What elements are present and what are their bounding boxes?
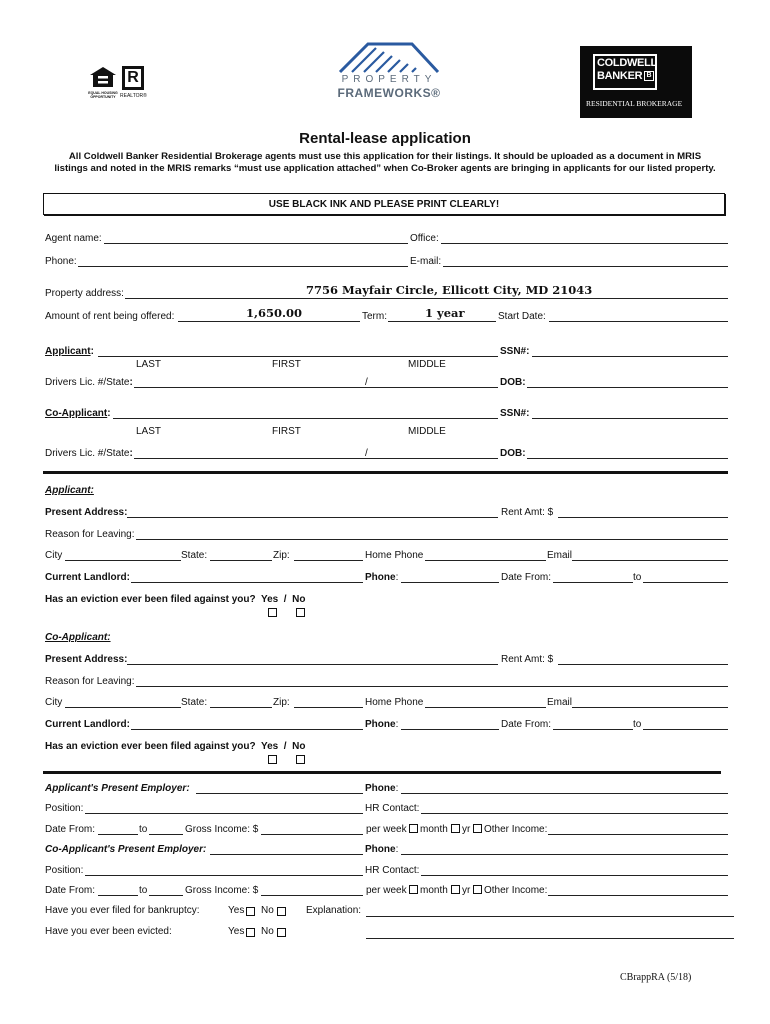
applicant-dl-label: Drivers Lic. #/State: <box>45 377 133 388</box>
applicant-home-phone-label: Home Phone <box>365 550 424 561</box>
applicant-reason-field[interactable] <box>136 539 728 540</box>
coapplicant-gross-field[interactable] <box>261 895 363 896</box>
coapplicant-employer-phone-label: Phone: <box>365 844 399 855</box>
applicant-dob-label: DOB: <box>500 377 526 388</box>
applicant-other-income-field[interactable] <box>548 834 728 835</box>
applicant-name-field[interactable] <box>98 356 498 357</box>
coapplicant-hr-label: HR Contact: <box>365 865 420 876</box>
coapplicant-landlord-field[interactable] <box>131 729 363 730</box>
applicant-email-field[interactable] <box>572 560 728 561</box>
coapplicant-other-income-label: Other Income: <box>484 885 548 896</box>
coapplicant-other-income-field[interactable] <box>548 895 728 896</box>
coapplicant-eviction-no-checkbox[interactable] <box>296 755 305 764</box>
coapplicant-rent-amt-field[interactable] <box>558 664 728 665</box>
coapplicant-city-label: City <box>45 697 63 708</box>
property-address-value: 7756 Mayfair Circle, Ellicott City, MD 21043 <box>306 283 593 297</box>
notice-text: USE BLACK INK AND PLEASE PRINT CLEARLY! <box>268 199 500 210</box>
realtor-logo <box>120 66 152 102</box>
cb-line1: COLDWELL <box>597 57 657 69</box>
applicant-emp-date-from-field[interactable] <box>98 834 138 835</box>
coapplicant-city-field[interactable] <box>65 707 181 708</box>
evicted-question: Have you ever been evicted: <box>45 926 172 937</box>
house-icon <box>88 66 118 88</box>
applicant-month-label: month <box>420 824 448 835</box>
applicant-name-label: Applicant: <box>45 346 94 357</box>
coapplicant-landlord-phone-label: Phone: <box>365 719 399 730</box>
coapplicant-rent-amt-label: Rent Amt: $ <box>501 654 554 665</box>
coapplicant-gross-label: Gross Income: $ <box>185 885 259 896</box>
rent-offered-value: 1,650.00 <box>246 306 303 320</box>
coapplicant-yr-label: yr <box>462 885 471 896</box>
applicant-residence-heading: Applicant: <box>45 485 94 496</box>
agent-email-label: E-mail: <box>410 256 442 267</box>
coapplicant-position-label: Position: <box>45 865 84 876</box>
agent-name-field[interactable] <box>104 243 408 244</box>
term-label: Term: <box>362 311 387 322</box>
applicant-city-field[interactable] <box>65 560 181 561</box>
applicant-other-income-checkbox[interactable] <box>473 824 482 833</box>
applicant-reason-label: Reason for Leaving: <box>45 529 135 540</box>
coapplicant-other-income-checkbox[interactable] <box>473 885 482 894</box>
start-date-label: Start Date: <box>498 311 546 322</box>
coapplicant-date-from-label: Date From: <box>501 719 552 730</box>
applicant-gross-label: Gross Income: $ <box>185 824 259 835</box>
coapplicant-address-field[interactable] <box>127 664 498 665</box>
coapplicant-dl-field[interactable] <box>134 458 498 459</box>
coapplicant-name-field[interactable] <box>113 418 498 419</box>
intro-line1: All Coldwell Banker Residential Brokerage agents must use this application for their listings. It should be uploaded as a document in MRIS <box>68 151 702 162</box>
realtor-caption: REALTOR® <box>120 93 147 99</box>
coapplicant-first-caption: FIRST <box>272 426 301 437</box>
applicant-other-income-label: Other Income: <box>484 824 548 835</box>
realtor-r-icon: R <box>122 66 144 90</box>
applicant-emp-date-to-field[interactable] <box>149 834 183 835</box>
office-label: Office: <box>410 233 439 244</box>
evicted-yes-checkbox[interactable] <box>246 928 255 937</box>
coapplicant-state-field[interactable] <box>210 707 272 708</box>
applicant-position-field[interactable] <box>85 813 363 814</box>
coapplicant-home-phone-label: Home Phone <box>365 697 424 708</box>
rent-offered-field[interactable] <box>178 321 360 322</box>
applicant-employer-label: Applicant's Present Employer: <box>45 783 190 794</box>
start-date-field[interactable] <box>549 321 728 322</box>
coapplicant-home-phone-field[interactable] <box>425 707 546 708</box>
applicant-per-week-label: per week <box>366 824 407 835</box>
property-address-label: Property address: <box>45 288 124 299</box>
coapplicant-emp-date-from-field[interactable] <box>98 895 138 896</box>
coapplicant-reason-label: Reason for Leaving: <box>45 676 135 687</box>
applicant-hr-label: HR Contact: <box>365 803 420 814</box>
evicted-yes-label: Yes <box>228 926 245 937</box>
applicant-employer-field[interactable] <box>196 793 363 794</box>
applicant-address-field[interactable] <box>127 517 498 518</box>
agent-name-label: Agent name: <box>45 233 102 244</box>
applicant-zip-field[interactable] <box>294 560 363 561</box>
cb-line3: RESIDENTIAL BROKERAGE <box>586 99 683 108</box>
agent-email-field[interactable] <box>443 266 728 267</box>
coapplicant-dob-field[interactable] <box>527 458 728 459</box>
applicant-state-field[interactable] <box>210 560 272 561</box>
coapplicant-date-to-field[interactable] <box>643 729 728 730</box>
applicant-landlord-phone-label: Phone: <box>365 572 399 583</box>
applicant-yr-label: yr <box>462 824 471 835</box>
agent-phone-field[interactable] <box>78 266 408 267</box>
bankruptcy-yes-label: Yes <box>228 905 245 916</box>
applicant-eviction-question: Has an eviction ever been filed against you? Yes / No <box>45 594 306 605</box>
coapplicant-hr-field[interactable] <box>421 875 728 876</box>
equal-housing-logo <box>88 66 118 100</box>
evicted-no-label: No <box>261 926 274 937</box>
coapplicant-email-field[interactable] <box>572 707 728 708</box>
coapplicant-employer-field[interactable] <box>210 854 363 855</box>
applicant-address-label: Present Address: <box>45 507 128 518</box>
rent-offered-label: Amount of rent being offered: <box>45 311 175 322</box>
applicant-state-label: State: <box>181 550 208 561</box>
coapplicant-emp-to-label: to <box>139 885 148 896</box>
applicant-hr-field[interactable] <box>421 813 728 814</box>
applicant-landlord-phone-field[interactable] <box>401 582 499 583</box>
explanation-field-2[interactable] <box>366 938 734 939</box>
term-value: 1 year <box>425 306 465 320</box>
applicant-first-caption: FIRST <box>272 359 301 370</box>
coapplicant-middle-caption: MIDDLE <box>408 426 446 437</box>
applicant-date-from-field[interactable] <box>553 582 633 583</box>
applicant-gross-field[interactable] <box>261 834 363 835</box>
coapplicant-per-month-checkbox[interactable] <box>409 885 418 894</box>
coapplicant-last-caption: LAST <box>136 426 162 437</box>
applicant-position-label: Position: <box>45 803 84 814</box>
applicant-dob-field[interactable] <box>527 387 728 388</box>
coapplicant-landlord-phone-field[interactable] <box>401 729 499 730</box>
coapplicant-ssn-label: SSN#: <box>500 408 530 419</box>
applicant-ssn-label: SSN#: <box>500 346 530 357</box>
coapplicant-employer-phone-field[interactable] <box>401 854 728 855</box>
property-frameworks-logo <box>334 42 444 102</box>
applicant-employer-phone-field[interactable] <box>401 793 728 794</box>
notice-box <box>43 193 725 215</box>
coapplicant-name-label: Co-Applicant: <box>45 408 111 419</box>
applicant-per-month-checkbox[interactable] <box>409 824 418 833</box>
applicant-rent-amt-field[interactable] <box>558 517 728 518</box>
coldwell-banker-logo <box>580 46 692 118</box>
office-field[interactable] <box>441 243 728 244</box>
applicant-middle-caption: MIDDLE <box>408 359 446 370</box>
applicant-ssn-field[interactable] <box>532 356 728 357</box>
section-divider-2 <box>43 771 721 774</box>
applicant-dl-slash: / <box>365 377 368 388</box>
applicant-rent-amt-label: Rent Amt: $ <box>501 507 554 518</box>
applicant-per-yr-checkbox[interactable] <box>451 824 460 833</box>
coapplicant-per-yr-checkbox[interactable] <box>451 885 460 894</box>
coapplicant-zip-label: Zip: <box>273 697 290 708</box>
coapplicant-eviction-yes-checkbox[interactable] <box>268 755 277 764</box>
applicant-eviction-yes-checkbox[interactable] <box>268 608 277 617</box>
intro-line2: listings and noted in the MRIS remarks “must use application attached” when Co-Broker agents are bringing in applicants for our listed property. <box>54 163 716 174</box>
bankruptcy-question: Have you ever filed for bankruptcy: <box>45 905 200 916</box>
coapplicant-month-label: month <box>420 885 448 896</box>
applicant-to-label: to <box>633 572 642 583</box>
term-field[interactable] <box>388 321 496 322</box>
cb-mark-icon: B <box>644 71 654 81</box>
coapplicant-zip-field[interactable] <box>294 707 363 708</box>
coapplicant-eviction-question: Has an eviction ever been filed against you? Yes / No <box>45 741 306 752</box>
coapplicant-employer-label: Co-Applicant's Present Employer: <box>45 844 207 855</box>
coapplicant-reason-field[interactable] <box>136 686 728 687</box>
applicant-eviction-no-checkbox[interactable] <box>296 608 305 617</box>
explanation-label: Explanation: <box>306 905 362 916</box>
equal-housing-caption: EQUAL HOUSING OPPORTUNITY <box>88 91 118 99</box>
coapplicant-dob-label: DOB: <box>500 448 526 459</box>
coapplicant-emp-date-to-field[interactable] <box>149 895 183 896</box>
applicant-landlord-label: Current Landlord: <box>45 572 130 583</box>
explanation-field-1[interactable] <box>366 916 734 917</box>
coapplicant-email-label: Email <box>547 697 573 708</box>
applicant-dl-field[interactable] <box>134 387 498 388</box>
applicant-zip-label: Zip: <box>273 550 290 561</box>
applicant-last-caption: LAST <box>136 359 162 370</box>
coapplicant-address-label: Present Address: <box>45 654 128 665</box>
agent-phone-label: Phone: <box>45 256 77 267</box>
applicant-city-label: City <box>45 550 63 561</box>
evicted-no-checkbox[interactable] <box>277 928 286 937</box>
coapplicant-landlord-label: Current Landlord: <box>45 719 130 730</box>
bankruptcy-no-checkbox[interactable] <box>277 907 286 916</box>
form-code: CBrappRA (5/18) <box>620 972 692 983</box>
coapplicant-state-label: State: <box>181 697 208 708</box>
bankruptcy-no-label: No <box>261 905 274 916</box>
applicant-date-to-field[interactable] <box>643 582 728 583</box>
cb-line2: BANKER <box>597 70 643 82</box>
applicant-date-from-label: Date From: <box>501 572 552 583</box>
page-title: Rental-lease application <box>299 130 471 147</box>
coapplicant-per-week-label: per week <box>366 885 407 896</box>
coapplicant-residence-heading: Co-Applicant: <box>45 632 111 643</box>
roof-icon <box>334 42 444 74</box>
coapplicant-dl-label: Drivers Lic. #/State: <box>45 448 133 459</box>
coapplicant-ssn-field[interactable] <box>532 418 728 419</box>
pf-line2: FRAMEWORKS® <box>337 86 441 100</box>
coapplicant-to-label: to <box>633 719 642 730</box>
section-divider-1 <box>43 471 728 474</box>
applicant-email-label: Email <box>547 550 573 561</box>
property-address-field[interactable] <box>125 298 728 299</box>
coapplicant-position-field[interactable] <box>85 875 363 876</box>
applicant-employer-phone-label: Phone: <box>365 783 399 794</box>
coapplicant-emp-date-from-label: Date From: <box>45 885 96 896</box>
applicant-landlord-field[interactable] <box>131 582 363 583</box>
coapplicant-dl-slash: / <box>365 448 368 459</box>
applicant-home-phone-field[interactable] <box>425 560 546 561</box>
bankruptcy-yes-checkbox[interactable] <box>246 907 255 916</box>
applicant-emp-to-label: to <box>139 824 148 835</box>
applicant-emp-date-from-label: Date From: <box>45 824 96 835</box>
coapplicant-date-from-field[interactable] <box>553 729 633 730</box>
pf-line1: PROPERTY <box>341 74 437 85</box>
